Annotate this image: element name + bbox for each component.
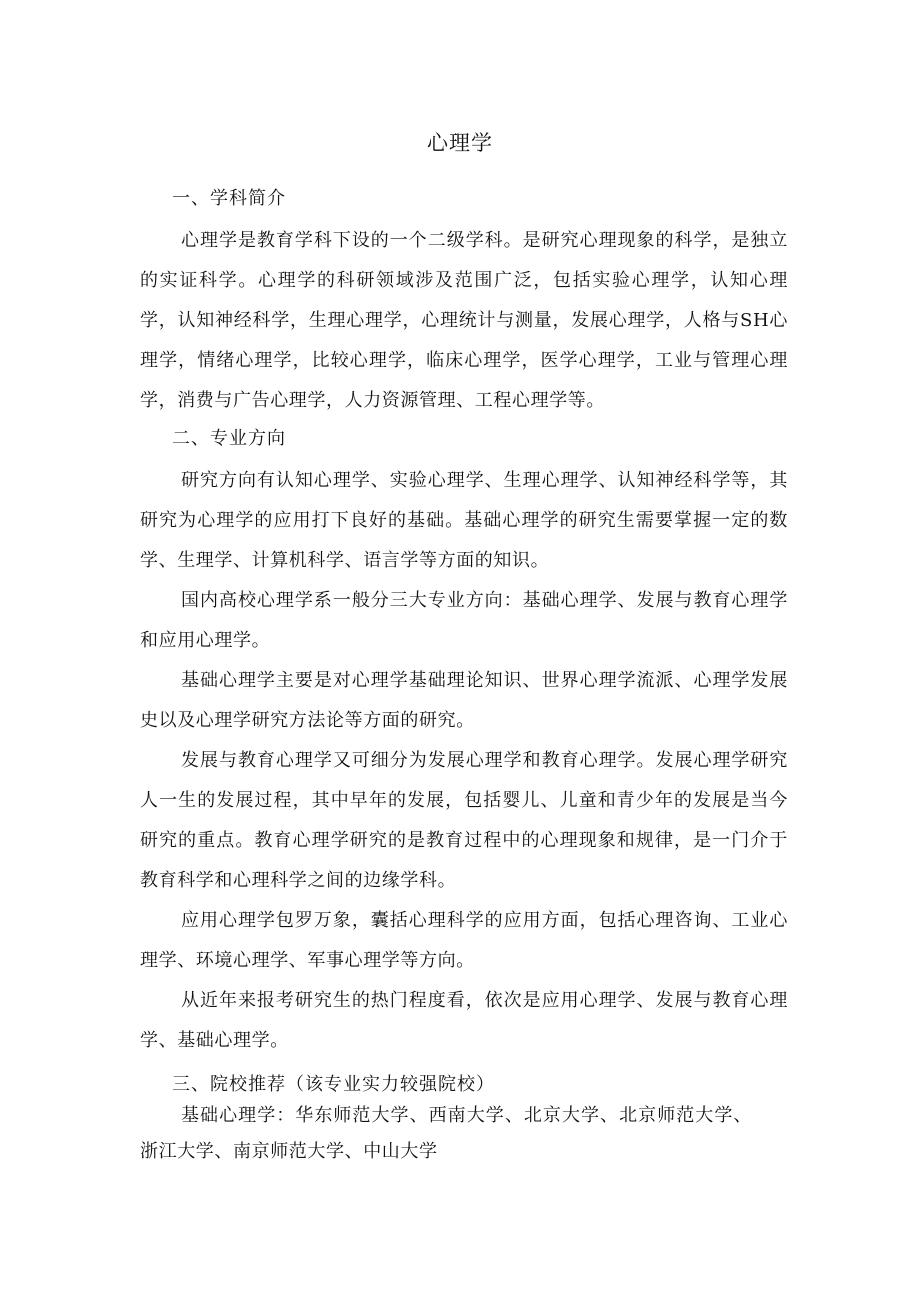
document-title: 心理学 xyxy=(427,131,493,155)
section-heading-directions: 二、专业方向 xyxy=(172,428,286,449)
paragraph-directions-2: 国内高校心理学系一般分三大专业方向：基础心理学、发展与教育心理学和应用心理学。 xyxy=(140,590,788,651)
paragraph-directions-5: 应用心理学包罗万象，囊括心理科学的应用方面，包括心理咨询、工业心理学、环境心理学、军事心理学等方向。 xyxy=(140,910,788,971)
section-heading-intro: 一、学科简介 xyxy=(172,188,286,209)
paragraph-directions-1: 研究方向有认知心理学、实验心理学、生理心理学、认知神经科学等，其研究为心理学的应用打下良好的基础。基础心理学的研究生需要掌握一定的数学、生理学、计算机科学、语言学等方面的知识。 xyxy=(140,470,788,571)
paragraph-directions-4: 发展与教育心理学又可细分为发展心理学和教育心理学。发展心理学研究人一生的发展过程，其中早年的发展，包括婴儿、儿童和青少年的发展是当今研究的重点。教育心理学研究的是教育过程中的心理现象和规律，是一门介于教育科学和心理科学之间的边缘学科。 xyxy=(140,750,788,891)
paragraph-intro: 心理学是教育学科下设的一个二级学科。是研究心理现象的科学，是独立的实证科学。心理学的科研领域涉及范围广泛，包括实验心理学，认知心理学，认知神经科学，生理心理学，心理统计与测量，发展心理学，人格与SH心理学，情绪心理学，比较心理学，临床心理学，医学心理学，工业与管理心理学，消费与广告心理学，人力资源管理、工程心理学等。 xyxy=(140,230,788,411)
paragraph-directions-6: 从近年来报考研究生的热门程度看，依次是应用心理学、发展与教育心理学、基础心理学。 xyxy=(140,990,788,1051)
paragraph-schools: 基础心理学：华东师范大学、西南大学、北京大学、北京师范大学、浙江大学、南京师范大学、中山大学 xyxy=(140,1105,752,1162)
paragraph-directions-3: 基础心理学主要是对心理学基础理论知识、世界心理学流派、心理学发展史以及心理学研究方法论等方面的研究。 xyxy=(140,670,788,731)
section-heading-schools: 三、院校推荐（该专业实力较强院校） xyxy=(172,1074,495,1095)
